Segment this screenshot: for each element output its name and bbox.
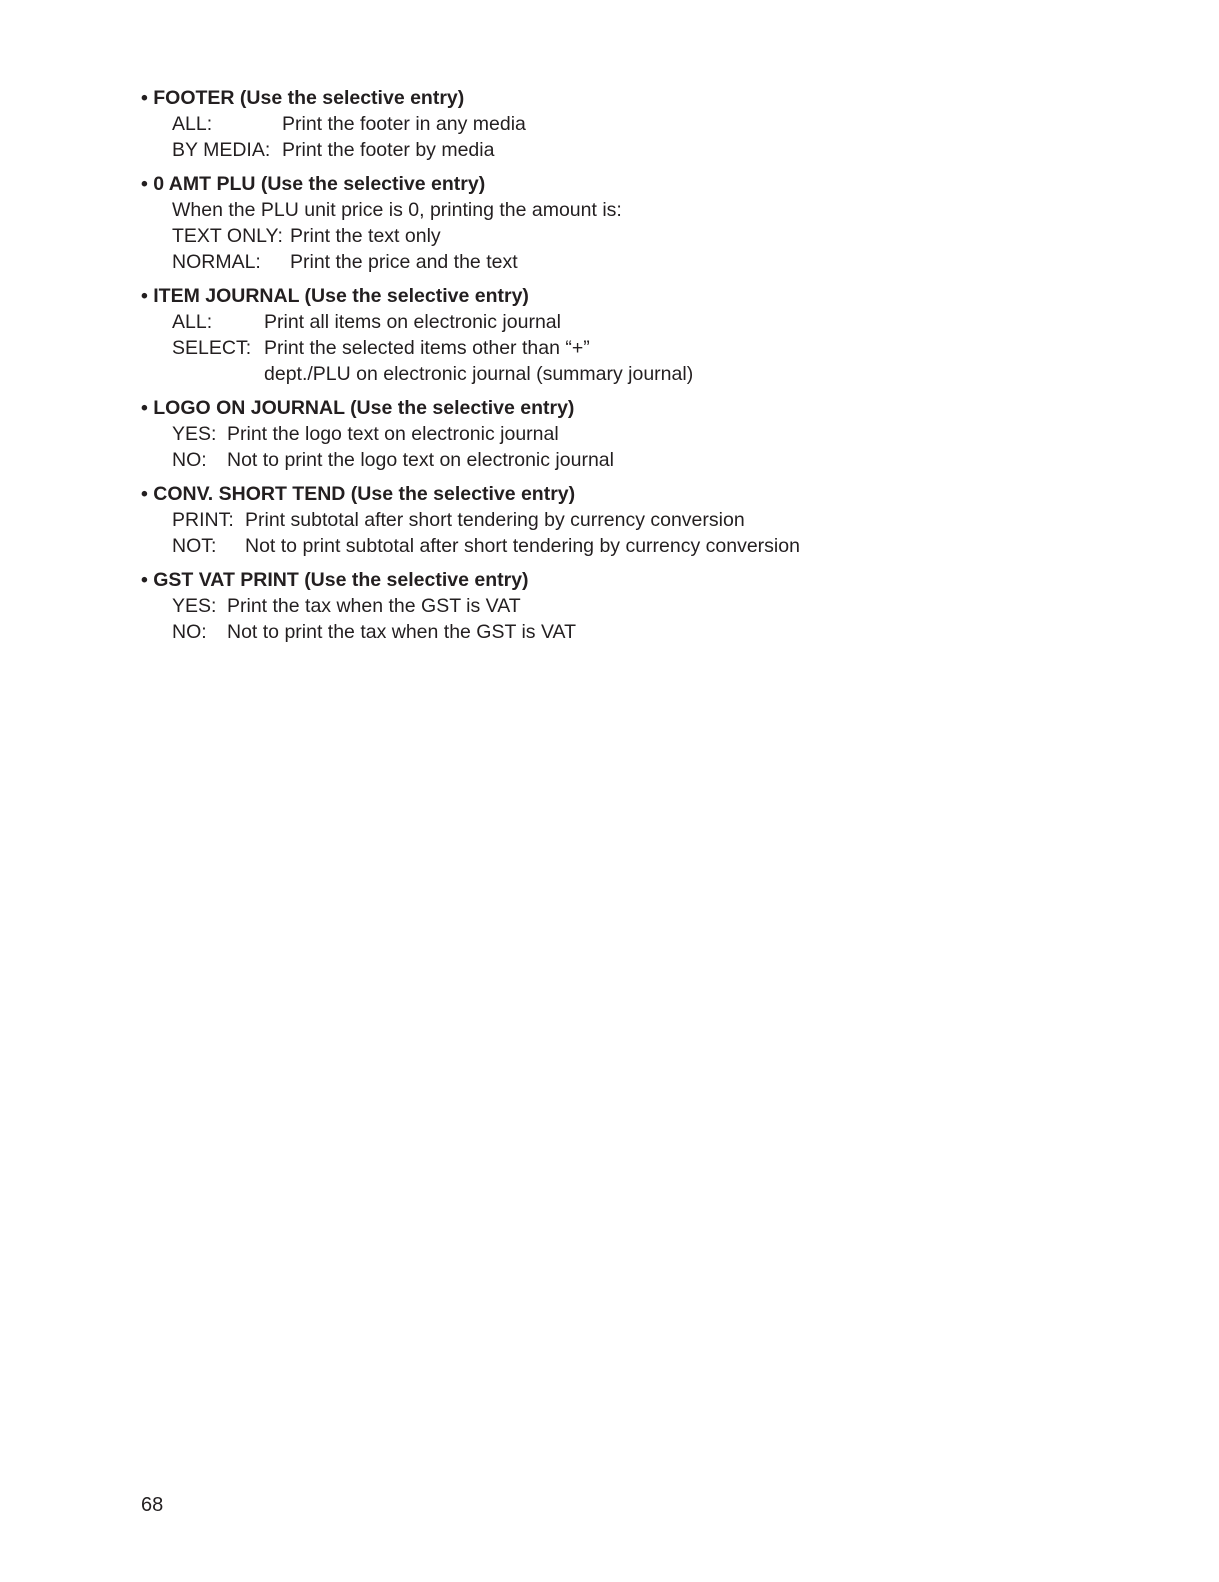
option-description: Not to print the logo text on electronic journal xyxy=(227,449,614,471)
option-description: Print the text only xyxy=(290,225,441,247)
option-description: Print the footer in any media xyxy=(282,113,526,135)
section-conv-short-tend xyxy=(141,481,1141,559)
section-gst-vat-print xyxy=(141,567,1141,645)
section-heading: • LOGO ON JOURNAL (Use the selective entry) xyxy=(141,397,575,419)
section-heading: • 0 AMT PLU (Use the selective entry) xyxy=(141,173,486,195)
option-row-continuation xyxy=(172,361,1141,387)
option-key: NO: xyxy=(172,449,207,471)
option-key: PRINT: xyxy=(172,509,234,531)
manual-content xyxy=(141,85,1141,653)
option-description: dept./PLU on electronic journal (summary journal) xyxy=(264,363,694,385)
option-row xyxy=(172,421,1141,447)
option-description: Print the logo text on electronic journal xyxy=(227,423,559,445)
section-0-amt-plu xyxy=(141,171,1141,275)
option-key: NO: xyxy=(172,621,207,643)
section-heading: • ITEM JOURNAL (Use the selective entry) xyxy=(141,285,529,307)
option-row xyxy=(172,447,1141,473)
option-row xyxy=(172,249,1141,275)
option-row xyxy=(172,335,1141,361)
option-description: Print the price and the text xyxy=(290,251,518,273)
option-key: TEXT ONLY: xyxy=(172,225,283,247)
section-heading: • FOOTER (Use the selective entry) xyxy=(141,87,465,109)
option-row xyxy=(172,309,1141,335)
option-key: SELECT: xyxy=(172,337,252,359)
option-description: Print the selected items other than “+” xyxy=(264,337,590,359)
section-logo-on-journal xyxy=(141,395,1141,473)
option-row xyxy=(172,137,1141,163)
option-key: YES: xyxy=(172,595,217,617)
option-key: ALL: xyxy=(172,113,213,135)
option-description: Not to print the tax when the GST is VAT xyxy=(227,621,576,643)
option-key: NORMAL: xyxy=(172,251,261,273)
option-key: NOT: xyxy=(172,535,217,557)
section-intro: When the PLU unit price is 0, printing the amount is: xyxy=(172,199,622,221)
option-row xyxy=(172,223,1141,249)
section-heading: • CONV. SHORT TEND (Use the selective entry) xyxy=(141,483,576,505)
option-row xyxy=(172,619,1141,645)
option-description: Print the footer by media xyxy=(282,139,495,161)
option-description: Print the tax when the GST is VAT xyxy=(227,595,521,617)
option-description: Print subtotal after short tendering by currency conversion xyxy=(245,509,745,531)
option-key: ALL: xyxy=(172,311,213,333)
option-description: Not to print subtotal after short tendering by currency conversion xyxy=(245,535,800,557)
page-number: 68 xyxy=(141,1494,164,1516)
option-row xyxy=(172,593,1141,619)
option-key: YES: xyxy=(172,423,217,445)
section-footer xyxy=(141,85,1141,163)
option-row xyxy=(172,507,1141,533)
section-heading: • GST VAT PRINT (Use the selective entry) xyxy=(141,569,529,591)
option-key: BY MEDIA: xyxy=(172,139,271,161)
option-row xyxy=(172,533,1141,559)
option-key xyxy=(172,361,264,387)
section-item-journal xyxy=(141,283,1141,387)
option-row xyxy=(172,111,1141,137)
option-description: Print all items on electronic journal xyxy=(264,311,561,333)
